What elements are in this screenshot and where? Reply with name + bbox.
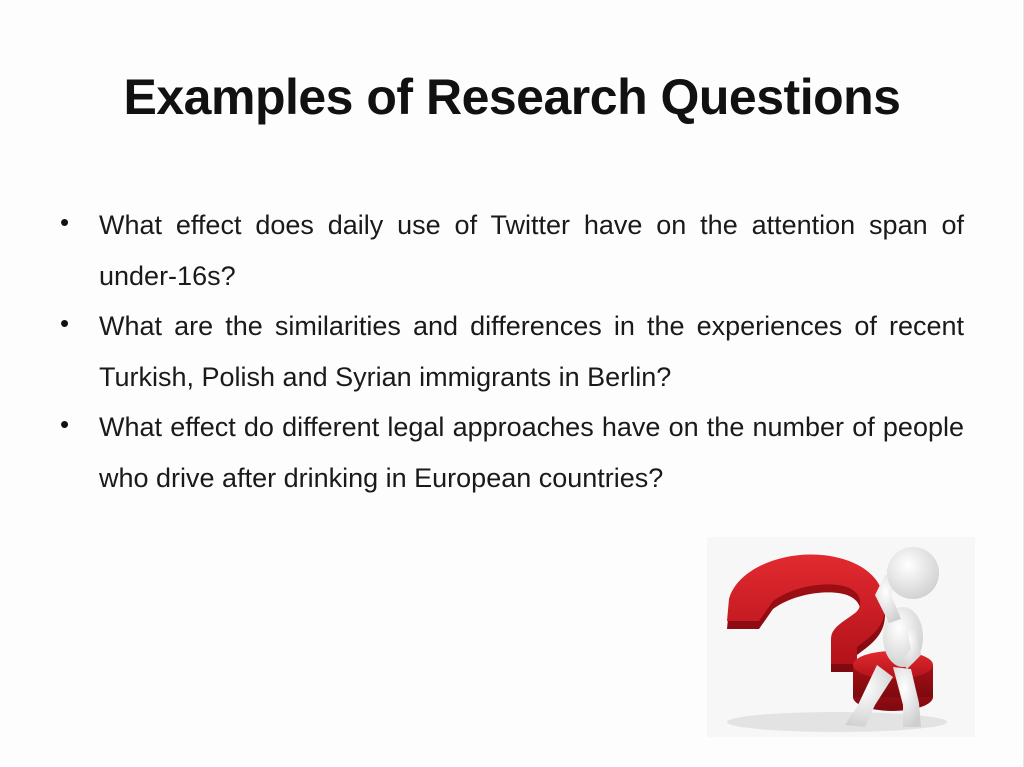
bullet-text: What effect do different legal approaches have on the number of people who drive after drinking in European countries? xyxy=(99,412,964,493)
slide-title: Examples of Research Questions xyxy=(123,69,901,125)
bullet-text: What effect does daily use of Twitter have on the attention span of under-16s? xyxy=(99,210,964,291)
bullet-item xyxy=(58,301,964,402)
bullet-list xyxy=(58,200,964,503)
bullet-icon: • xyxy=(60,308,70,338)
bullet-icon: • xyxy=(60,409,70,439)
bullet-icon: • xyxy=(60,207,70,237)
bullet-text: What are the similarities and differences in the experiences of recent Turkish, Polish and Syrian immigrants in Berlin? xyxy=(99,311,964,392)
bullet-item xyxy=(58,200,964,301)
person-question-mark-icon xyxy=(707,537,975,737)
person-question-mark-illustration xyxy=(707,537,975,737)
bullet-item xyxy=(58,402,964,503)
